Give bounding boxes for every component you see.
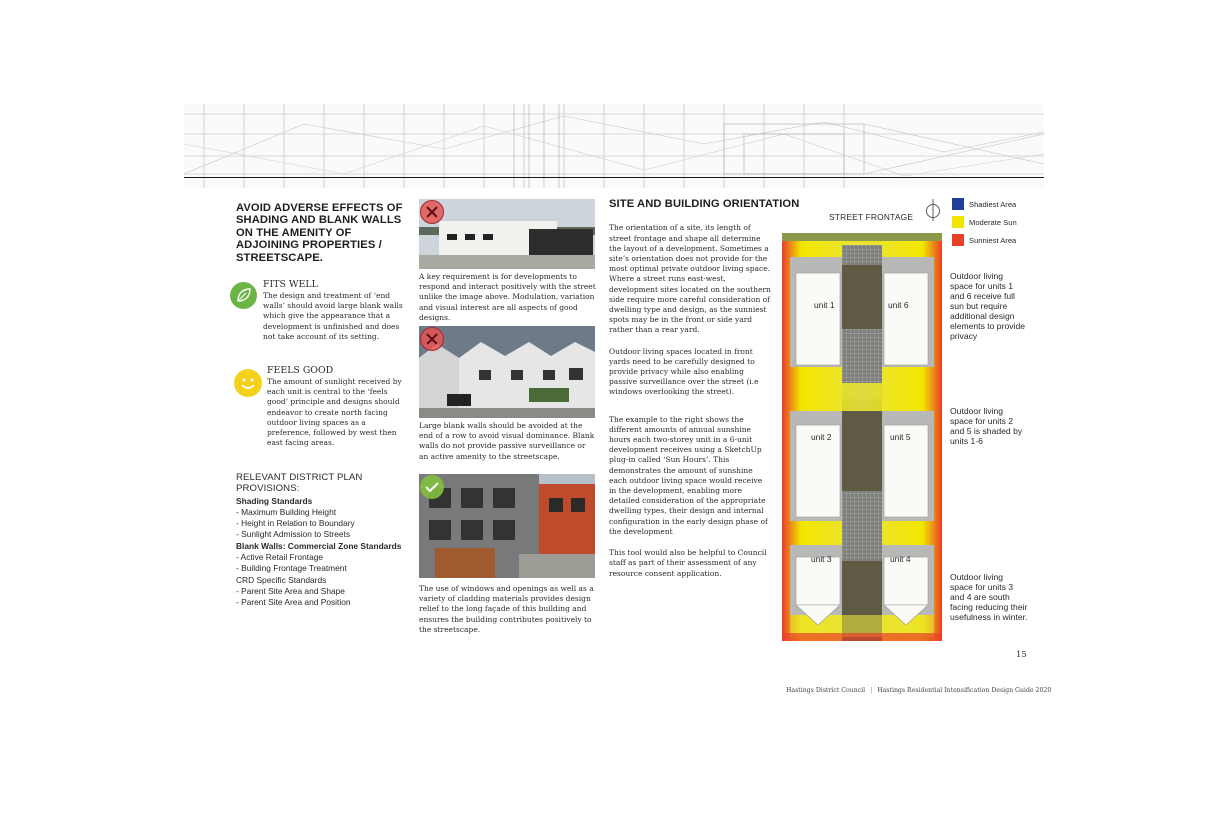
provision-line: - Parent Site Area and Position xyxy=(236,597,351,608)
unit-label: unit 3 xyxy=(811,554,832,564)
orientation-column xyxy=(609,198,800,590)
photo-poor-street-interface xyxy=(419,199,595,269)
smiley-icon xyxy=(234,369,262,397)
unit-label: unit 4 xyxy=(890,554,911,564)
diagram-note-units-3-4: Outdoor living space for units 3 and 4 are south facing reducing their usefulness in winter. xyxy=(950,572,1028,622)
photo-blank-end-wall xyxy=(419,326,595,418)
legend-swatch xyxy=(952,216,964,228)
diagram-note-units-2-5: Outdoor living space for units 2 and 5 is shaded by units 1-6 xyxy=(950,406,1023,446)
not-recommended-icon xyxy=(420,200,444,224)
header-rule xyxy=(184,177,1044,178)
feels-good-text: The amount of sunlight received by each unit is central to the ‘feels good’ principle and designs should endeavor to create north facing outdoor living spaces as a preference, followed by west then east facing areas. xyxy=(267,377,402,448)
orientation-heading: SITE AND BUILDING ORIENTATION xyxy=(609,198,800,210)
provision-line: - Active Retail Frontage xyxy=(236,552,324,563)
unit-label: unit 5 xyxy=(890,432,911,442)
sun-legend xyxy=(952,198,1042,252)
caption-3: The use of windows and openings as well as a variety of cladding materials provides design relief to the long façade of this building and ensures the building contributes positively to the streetscape. xyxy=(419,584,594,634)
left-column xyxy=(236,202,408,264)
orientation-paragraph: This tool would also be helpful to Council staff as part of their assessment of any resource consent application. xyxy=(609,548,767,578)
orientation-paragraph: Outdoor living spaces located in front yards need to be carefully designed to provide privacy while also enabling passive surveillance over the street (i.e windows overlooking the street). xyxy=(609,346,759,397)
diagram-note-units-1-6: Outdoor living space for units 1 and 6 receive full sun but require additional design elements to provide privacy xyxy=(950,271,1025,341)
footer-organization: Hastings District Council xyxy=(786,687,866,694)
footer xyxy=(786,687,1051,694)
legend-label: Sunniest Area xyxy=(969,235,1017,245)
legend-label: Moderate Sun xyxy=(969,217,1017,227)
provision-line: - Sunlight Admission to Streets xyxy=(236,529,351,540)
legend-item xyxy=(952,216,1042,228)
north-arrow-icon xyxy=(925,199,941,221)
provision-line: - Maximum Building Height xyxy=(236,506,337,517)
check-icon xyxy=(420,475,444,499)
provisions-list xyxy=(236,472,412,609)
footer-publication: Hastings Residential Intensification Design Guide 2020 xyxy=(877,687,1052,694)
caption-1: A key requirement is for developments to respond and interact positively with the street unlike the image above. Modulation, variation and visual interest are all aspects of good designs. xyxy=(419,272,596,322)
fits-well-title: FITS WELL xyxy=(263,279,318,290)
caption-2: Large blank walls should be avoided at the end of a row to avoid visual dominance. Blank walls do not provide passive surveillance or an active amenity to the streetscape. xyxy=(419,421,595,461)
footer-separator: | xyxy=(870,687,873,694)
sun-hours-diagram xyxy=(782,233,942,641)
unit-label: unit 1 xyxy=(814,300,835,310)
provision-line: - Height in Relation to Boundary xyxy=(236,518,355,529)
provision-line: - Building Frontage Treatment xyxy=(236,563,347,574)
provision-line: Shading Standards xyxy=(236,495,313,506)
feels-good-title: FEELS GOOD xyxy=(267,365,334,376)
provision-line: CRD Specific Standards xyxy=(236,574,327,585)
street-frontage-label: STREET FRONTAGE xyxy=(829,212,914,222)
legend-item xyxy=(952,198,1042,210)
not-recommended-icon xyxy=(420,327,444,351)
unit-label: unit 6 xyxy=(888,300,909,310)
orientation-paragraph: The orientation of a site, its length of street frontage and shape all determine the layout of a development. Sometimes a site’s orientation does not provide for the most optimal private outdoor living space. Where a street runs east-west, development sites located on the southern side require more careful consideration of dwelling type and design, as the sunniest spots may be in the front or side yard rather than a rear yard. xyxy=(609,223,771,335)
provisions-title: RELEVANT DISTRICT PLAN PROVISIONS: xyxy=(236,472,363,495)
photo-good-facade xyxy=(419,474,595,578)
legend-label: Shadiest Area xyxy=(969,199,1017,209)
legend-swatch xyxy=(952,198,964,210)
section-heading: AVOID ADVERSE EFFECTS OF SHADING AND BLANK WALLS ON THE AMENITY OF ADJOINING PROPERTIES / STREETSCAPE. xyxy=(236,202,403,264)
leaf-icon xyxy=(230,282,257,309)
unit-label: unit 2 xyxy=(811,432,832,442)
fits-well-text: The design and treatment of ‘end walls’ should avoid large blank walls which give the appearance that a development is unfinished and does not take account of its setting. xyxy=(263,291,403,341)
legend-item xyxy=(952,234,1042,246)
provision-line: Blank Walls: Commercial Zone Standards xyxy=(236,540,402,551)
page-number: 15 xyxy=(1016,650,1027,660)
provision-line: - Parent Site Area and Shape xyxy=(236,585,345,596)
header-banner-image xyxy=(184,104,1044,188)
orientation-paragraph: The example to the right shows the different amounts of annual sunshine hours each two-storey unit in a 6-unit development receives using a SketchUp plug-in called ‘Sun Hours’. This demonstrates the amount of sunshine each outdoor living space would receive in the development, enabling more detailed consideration of the appropriate dwelling types, their design and internal configuration in the early design phase of the development xyxy=(609,414,768,536)
legend-swatch xyxy=(952,234,964,246)
